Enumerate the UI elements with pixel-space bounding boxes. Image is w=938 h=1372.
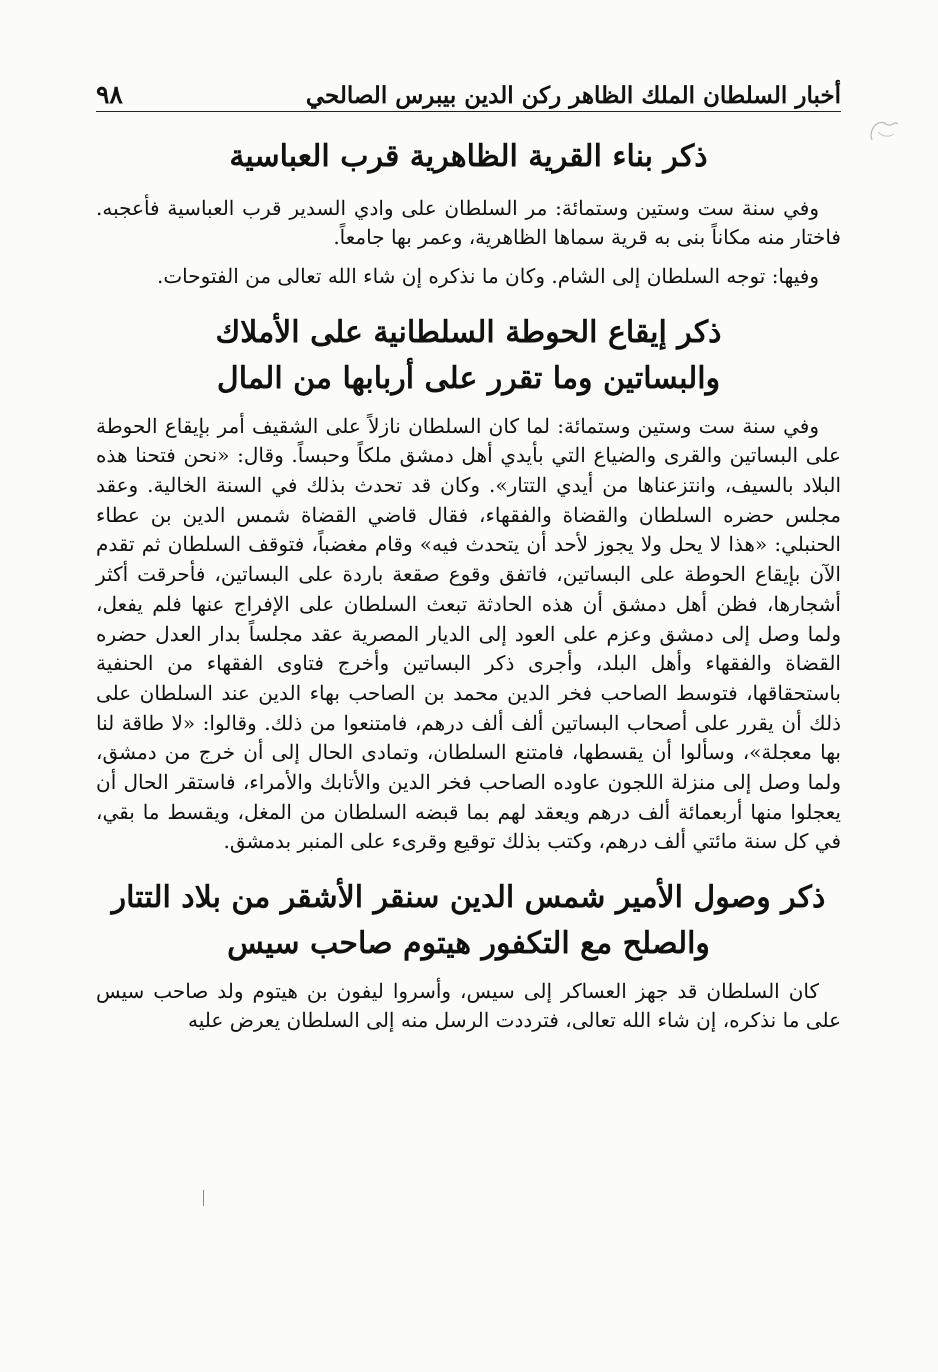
pencil-mark-icon	[864, 110, 904, 150]
paragraph: وفيها: توجه السلطان إلى الشام. وكان ما نذكره إن شاء الله تعالى من الفتوحات.	[156, 264, 819, 289]
section-heading	[96, 875, 841, 967]
scan-artifact	[203, 1190, 204, 1206]
section-property-seizure	[96, 310, 841, 858]
section-heading-line: والصلح مع التكفور هيتوم صاحب سيس	[227, 926, 710, 962]
section-heading-line: ذكر إيقاع الحوطة السلطانية على الأملاك	[215, 314, 722, 350]
paragraph: وفي سنة ست وستين وستمائة: لما كان السلطان نازلاً على الشقيف أمر بإيقاع الحوطة على البساتين والقرى والضياع التي بأيدي أهل دمشق ملكاً وحبساً. وقال: «نحن فتحنا هذه البلاد بالسيف، وانتزعناها من أيدي التتار». وكان قد تحدث بذلك في السنة الخالية. وعقد مجلس حضره السلطان والقضاة والفقهاء، فقال قاضي القضاة شمس الدين بن عطاء الحنبلي: «هذا لا يحل ولا يجوز لأحد أن يتحدث فيه» وقام مغضباً، فتوقف السلطان ثم تقدم الآن بإيقاع الحوطة على البساتين، فاتفق وقوع صقعة باردة على البساتين، فأحرقت أكثر أشجارها، فظن أهل دمشق أن هذه الحادثة تبعث السلطان على الإفراج عنها فلم يفعل، ولما وصل إلى دمشق وعزم على العود إلى الديار المصرية عقد مجلساً بدار العدل حضره القضاة والفقهاء وأهل البلد، وأجرى ذكر البساتين وأخرج فتاوى الفقهاء من الحنفية باستحقاقها، فتوسط الصاحب فخر الدين محمد بن الصاحب بهاء الدين عند السلطان على ذلك أن يقرر على أصحاب البساتين ألف ألف درهم، فامتنعوا من ذلك. وقالوا: «لا طاقة لنا بها معجلة»، وسألوا أن يقسطها، فامتنع السلطان، وتمادى الحال إلى أن خرج من دمشق، ولما وصل إلى منزلة اللجون عاوده الصاحب فخر الدين والأتابك والأمراء، فاستقر الحال أن يعجلوا منها أربعمائة ألف درهم ويعقد لهم بما قبضه السلطان من المغل، ويقسط ما بقي، في كل سنة مائتي ألف درهم، وكتب بذلك توقيع وقرىء على المنبر بدمشق.	[96, 413, 841, 854]
page-body	[96, 128, 841, 1046]
section-zahiriya-village	[96, 134, 841, 292]
section-heading-line: ذكر بناء القرية الظاهرية قرب العباسية	[229, 139, 708, 174]
paragraph: وفي سنة ست وستين وستمائة: مر السلطان على وادي السدير قرب العباسية فأعجبه. فاختار منه مكاناً بنى به قرية سماها الظاهرية، وعمر بها جامعاً.	[96, 196, 841, 250]
section-heading	[96, 310, 841, 402]
section-heading	[96, 134, 841, 180]
section-heading-line: ذكر وصول الأمير شمس الدين سنقر الأشقر من بلاد التتار	[111, 880, 826, 916]
running-title: أخبار السلطان الملك الظاهر ركن الدين بيبرس الصالحي	[305, 82, 841, 109]
paragraph: كان السلطان قد جهز العساكر إلى سيس، وأسروا ليفون بن هيتوم ولد صاحب سيس على ما نذكره، إن شاء الله تعالى، فترددت الرسل منه إلى السلطان يعرض عليه	[96, 979, 841, 1033]
section-heading-line: والبساتين وما تقرر على أربابها من المال	[216, 360, 721, 396]
running-header	[96, 72, 841, 112]
page-number: ٩٨	[96, 80, 123, 109]
section-sunqur-arrival	[96, 875, 841, 1035]
